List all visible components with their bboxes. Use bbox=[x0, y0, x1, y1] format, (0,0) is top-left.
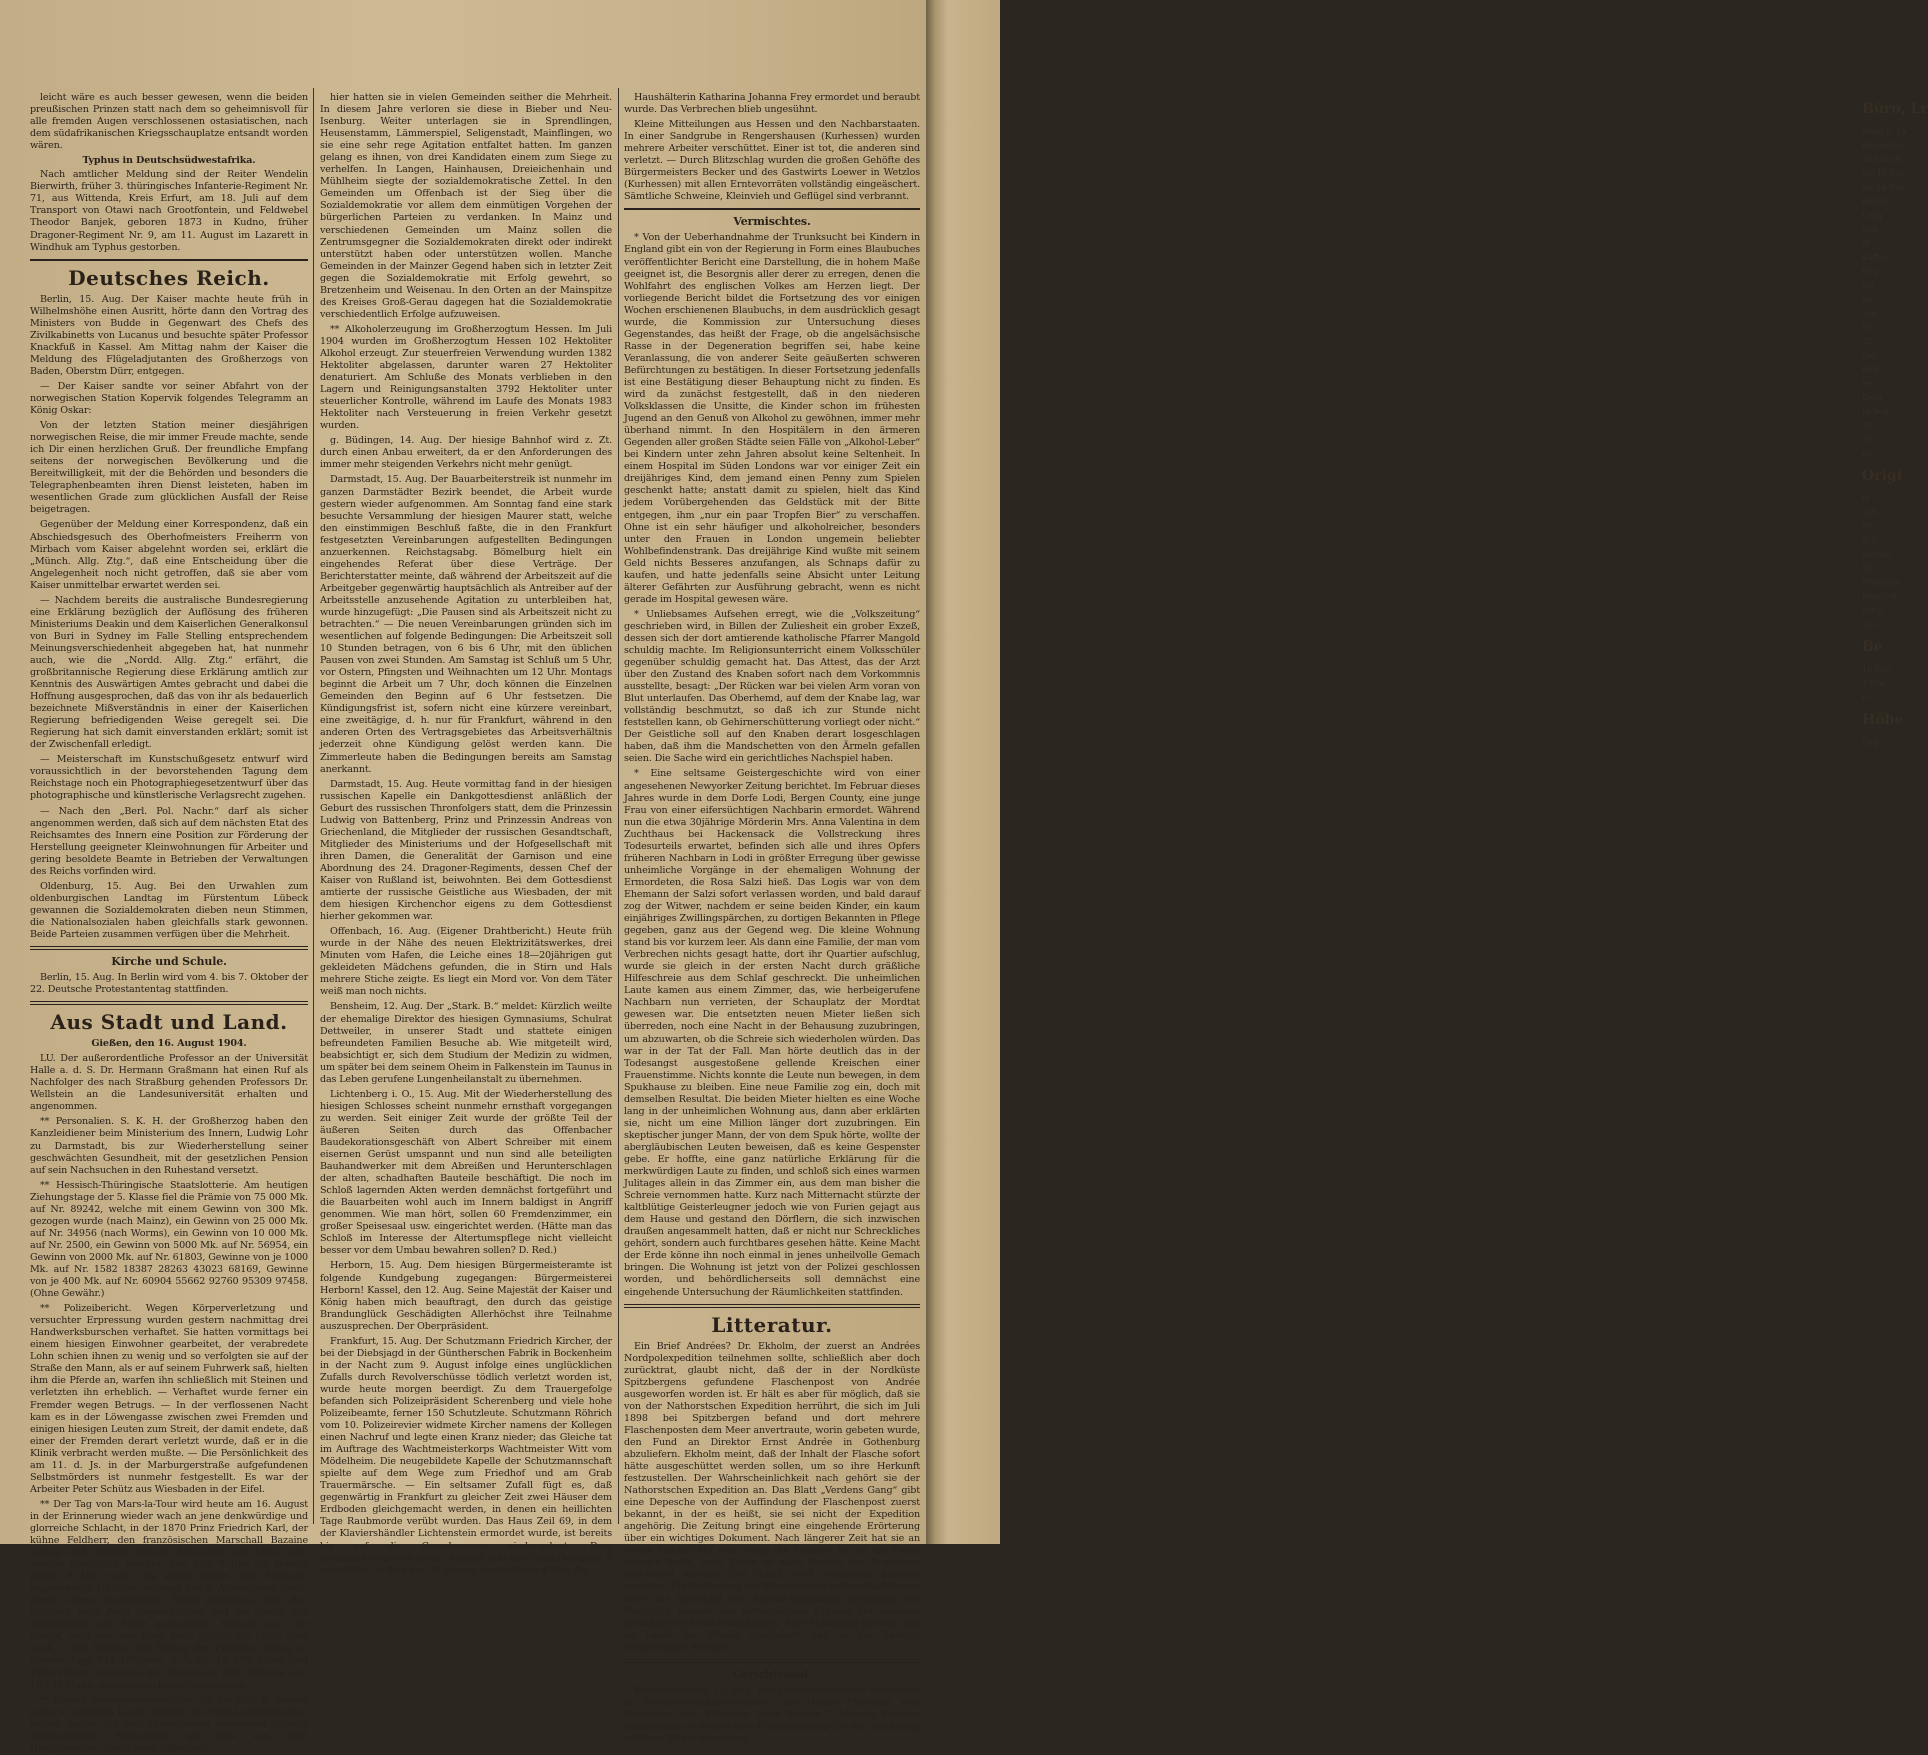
article-paragraph: * Eine seltsame Geistergeschichte wird von einer angesehenen Newyorker Zeitung berichtet. Im Februar dieses Jahres wurde in dem Dorfe Lodi, Bergen County, eine junge Frau von einer eifersüchtigen Nachbarin ermordet. Während nun die etwa 30jährige Mörderin Mrs. Anna Valentina in dem Zuchthaus bei Hackensack die Vollstreckung ihres Todesurteils erwartet, befinden sich alle und ihres Opfers früheren Nachbarn in Lodi in größter Erregung über gewisse unheimliche Vorgänge in der ehemaligen Wohnung der Ermordeten, die Rosa Salzi hieß. Das Logis war von dem Ehemann der Salzi sofort verlassen worden, und bald darauf zog der Witwer, nachdem er seine beiden Kinder, ein kaum einjähriges Zwillingspärchen, zu dortigen Bekannten in Pflege gegeben, ganz aus der Gegend weg. Die kleine Wohnung stand bis vor kurzem leer. Als dann eine Familie, der man vom Verbrechen nichts gesagt hatte, dort ihr Quartier aufschlug, wurde sie gleich in der ersten Nacht durch gräßliche Hilfeschreie aus dem Schlaf geschreckt. Die unheimlichen Laute kamen aus einem Zimmer, das, wie herbeigerufene Nachbarn nun verrieten, der Schauplatz der Mordtat gewesen war. Die entsetzten neuen Mieter ließen sich überreden, noch eine Nacht in der Behausung zuzubringen, um abzuwarten, ob die Schreie sich wiederholen würden. Das war in der Tat der Fall. Man hörte deutlich das in der Todesangst ausgestoßene gellende Kreischen einer Frauenstimme. Nichts konnte die Leute nun bewegen, in dem Spukhause zu bleiben. Eine neue Familie zog ein, doch mit demselben Resultat. Die beiden Mieter hielten es eine Woche lang in der unheimlichen Wohnung aus, dann aber erklärten sie, nicht um eine Million länger dort zuzubringen. Ein skeptischer junger Mann, der von dem Spuk hörte, wollte der abergläubischen Leuten beweisen, daß es keine Gespenster gebe. Er hoffte, eine ganz natürliche Erklärung für die merkwürdigen Laute zu finden, und schloß sich eines warmen Julitages allein in das Zimmer ein, aus dem man bisher die Schreie vernommen hatte. Kurz nach Mitternacht stürzte der kaltblütige Geisterleugner jedoch wie von Furien gejagt aus dem Hause und gestand den Dörflern, die sich inzwischen draußen angesammelt hatten, daß er nicht nur Schreckliches gehört, sondern auch furchtbares gesehen hätte. Keine Macht der Erde könne ihn noch einmal in jenes unheilvolle Gemach bringen. Die Wohnung ist jetzt von der Polizei geschlossen worden, und behördlicherseits soll demnächst eine eingehende Untersuchung der Räumlichkeiten stattfinden. bbox=[624, 768, 920, 1298]
article-paragraph: Berlin, 15. Aug. Der Kaiser machte heute früh in Wilhelmshöhe einen Ausritt, hörte dann den Vortrag des Ministers von Budde in Gegenwart des Chefs des Zivilkabinetts von Lucanus und besuchte später Professor Knackfuß in Kassel. Am Mittag nahm der Kaiser die Meldung des Flügeladjutanten des Großherzogs von Baden, Oberstm Dürr, entgegen. bbox=[30, 293, 308, 377]
side-fragment: Sch bbox=[1862, 536, 1878, 545]
article-typhus: Nach amtlicher Meldung sind der Reiter Wendelin Bierwirth, früher 3. thüringisches Infanterie-Regiment Nr. 71, aus Wittenda, Kreis Erfurt, am 18. Juli auf dem Transport von Otawi nach Grootfontein, und Feldwebel Theodor Banjek, geboren 1873 in Kudno, früher Dragoner-Regiment Nr. 9, am 11. August im Lazarett in Windhuk am Typhus gestorben. bbox=[30, 169, 308, 253]
article-paragraph: g. Büdingen, 14. Aug. Der hiesige Bahnhof wird z. Zt. durch einen Anbau erweitert, da er den Anforderungen des immer mehr steigenden Verkehrs nicht mehr genügt. bbox=[320, 435, 612, 471]
side-fragment: ha bbox=[1862, 295, 1872, 304]
side-fragment: kei bbox=[1862, 281, 1875, 290]
article-paragraph: Berlin, 15. Aug. In Berlin wird vom 4. bis 7. Oktober der 22. Deutsche Protestantentag stattfinden. bbox=[30, 972, 308, 996]
article-paragraph: Gegenüber der Meldung einer Korrespondenz, daß ein Abschiedsgesuch des Oberhofmeisters Freiherrn von Mirbach vom Kaiser abgelehnt worden sei, erklärt die „Münch. Allg. Ztg.“, daß eine Entscheidung über die Angelegenheit noch nicht getroffen, daß sie aber vom Kaiser unmittelbar erwartet werden sei. bbox=[30, 519, 308, 591]
divider bbox=[624, 208, 920, 210]
article-paragraph: — Der Kaiser sandte vor seiner Abfahrt von der norwegischen Station Kopervik folgendes Telegramm an König Oskar: bbox=[30, 380, 308, 417]
side-fragment: 80 bbox=[1862, 323, 1873, 332]
section-heading-kirche: Kirche und Schule. bbox=[111, 955, 227, 969]
side-fragment: Soziale bbox=[1862, 550, 1892, 559]
section-heading-litteratur: Litteratur. bbox=[711, 1312, 833, 1337]
side-fragment: Zus bbox=[1862, 620, 1877, 629]
article-paragraph: — Nachdem bereits die australische Bundesregierung eine Erklärung bezüglich der Auflösung des früheren Ministeriums Deakin und dem Kaiserlichen Generalkonsul von Buri in Sydney im Falle Stelling entsprechendem Meinungsverschiedenheit abgegeben hat, hat nunmehr auch, wie die „Nordd. Allg. Ztg.“ erfährt, die großbritannische Regierung diese Erklärung amtlich zur Kenntnis des Auswärtigen Amtes gebracht und dabei die Hoffnung ausgesprochen, daß das von ihr als bedauerlich bezeichnete Mißverständnis in einer der Kaiserlichen Regierung befriedigenden Weise geregelt sei. Die Regierung hat sich damit einverstanden erklärt; somit ist der Zwischenfall erledigt. bbox=[30, 594, 308, 751]
article-paragraph: ** Polizeibericht. Wegen Körperverletzung und versuchter Erpressung wurden gestern nachmittag drei Handwerksburschen verhaftet. Sie hatten vormittags bei einem hiesigen Einwohner gearbeitet, der verabredete Lohn schien ihnen zu wenig und so verfolgten sie auf der Straße den Mann, als er auf seinem Fuhrwerk saß, hielten ihm die Pferde an, warfen ihn schließlich mit Steinen und verletzten ihn erheblich. — Verhaftet wurde ferner ein Fremder wegen Betrugs. — In der verflossenen Nacht kam es in der Löwengasse zwischen zwei Fremden und einigen hiesigen Leuten zum Streit, der damit endete, daß einer der Fremden derart verletzt wurde, daß er in die Klinik verbracht werden mußte. — Die Persönlichkeit des am 11. d. Js. in der Marburgerstraße aufgefundenen Selbstmörders ist nunmehr festgestellt. Es war der Arbeiter Peter Schütz aus Wiesbaden in der Eifel. bbox=[30, 1303, 308, 1495]
side-fragment: In Sch bbox=[1862, 407, 1888, 416]
side-fragment: mit 2 bbox=[1862, 606, 1883, 615]
side-fragment: Büro, Lr bbox=[1862, 101, 1928, 117]
column-2 bbox=[320, 92, 612, 1576]
article-paragraph: * Unliebsames Aufsehen erregt, wie die „Volkszeitung“ geschrieben wird, in Billen der Zuliesheit ein grober Exzeß, dessen sich der dort amtierende katholische Pfarrer Mangold schuldig machte. Im Religionsunterricht einem Volksschüler gegenüber schuldig gemacht hat. Das Attest, das der Arzt über den Zustand des Knaben sofort nach dem Vorkommnis ausstellte, besagt: „Der Rücken war bei vielen Arm voran von Blut unterlaufen. Das Oberhemd, auf dem der Knabe lag, war vollständig beschmutzt, so daß ich zur Stunde nicht feststellen kann, ob Gehirnerschütterung vorliegt oder nicht.“ Der Geistliche soll auf den Knaben derart losgeschlagen haben, daß ihm die Mandschetten von den Ärmeln gefallen seien. Die Sache wird ein gerichtliches Nachspiel haben. bbox=[624, 608, 920, 765]
side-fragment: M bbox=[1862, 239, 1871, 248]
article-paragraph: Wilhelmshaven, 15. Aug. Das Oberkriegsgericht verurteilte im Wiederaufnahmeverfahren den Heizer Fleischer vom Meinsiche tret. Fleischer hatte bereits 7 Monate Festung abgesessen; er erhielt eine Entschädigung für die unschuldig erlittene Strafe zuerkannt. bbox=[624, 1684, 920, 1744]
side-fragment: Fr bbox=[1862, 522, 1872, 531]
side-fragment: Nr. 15 Uhr bbox=[1862, 169, 1906, 178]
section-heading-gerichtssaal: Gerichtssaal. bbox=[732, 1667, 812, 1681]
side-fragment: 10 Uhr bbox=[1862, 665, 1891, 674]
article-paragraph: ** Personalien. S. K. H. der Großherzog haben den Kanzleidiener beim Ministerium des Innern, Ludwig Lohr zu Darmstadt, bis zur Wiederherstellung seiner geschwächten Gesundheit, mit der gesetzlichen Pension auf sein Nachsuchen in den Ruhestand versetzt. bbox=[30, 1116, 308, 1176]
side-fragment: Mi bbox=[1862, 421, 1873, 430]
side-fragment: Friedhof bbox=[1862, 592, 1897, 601]
side-fragment: Kaffee bbox=[1862, 253, 1888, 262]
side-fragment: Eng bbox=[1862, 267, 1879, 276]
article-paragraph: hier hatten sie in vielen Gemeinden seither die Mehrheit. In diesem Jahre verloren sie diese in Bieber und Neu-Isenburg. Weiter unterlagen sie in Sprendlingen, Heusenstamm, Lämmerspiel, Seligenstadt, Mainflingen, wo sie eine sehr rege Agitation entfaltet hatten. Im ganzen gelang es ihnen, von drei Kandidaten einem zum Siege zu verhelfen. In Langen, Hainhausen, Dreieichenhain und Mühlheim siegte der sozialdemokratische Zettel. In den Gemeinden um Offenbach ist der Sieg über die Sozialdemokratie vor allem dem einmütigen Vorgehen der bürgerlichen Parteien zu verdanken. In Mainz und verschiedenen Gemeinden um Mainz sollen die Zentrumsgegner die Sozialdemokraten direkt oder indirekt unterstützt haben oder unterstützen wollen. Manche Gemeinden in der Mainzer Gegend haben sich in letzter Zeit gegen die Sozialdemokratie mit Erfolg gewehrt, so Bretzenheim und Weisenau. In den Orten an der Mainspitze des Kreises Groß-Gerau dagegen hat die Sozialdemokratie verschiedentlich Erfolge aufzuweisen. bbox=[320, 92, 612, 320]
side-fragment: Sch bbox=[1862, 508, 1878, 517]
side-fragment: Geb bbox=[1862, 225, 1879, 234]
side-fragment: Friedrich bbox=[1862, 578, 1900, 587]
article-paragraph: ** Alkoholerzeugung im Großherzogtum Hessen. Im Juli 1904 wurden im Großherzogtum Hessen 102 Hektoliter Alkohol erzeugt. Zur steuerfreien Verwendung wurden 1382 Hektoliter abgelassen, darunter waren 27 Hektoliter denaturiert. Am Schluße des Monats verblieben in den Lagern und Reinigungsanstalten 3792 Hektoliter unter steuerlicher Kontrolle, während im Laufe des Monats 1983 Hektoliter nach Versteuerung in freien Verkehr gesetzt wurden. bbox=[320, 323, 612, 432]
side-fragment: Mi bbox=[1862, 564, 1873, 573]
side-fragment: Origi bbox=[1862, 468, 1902, 484]
dateline: Gießen, den 16. August 1904. bbox=[91, 1038, 247, 1050]
side-fragment: Reinke bbox=[1862, 197, 1891, 206]
column-3 bbox=[624, 92, 920, 1744]
adjacent-page-column bbox=[1862, 92, 1928, 1522]
article-continuation: Haushälterin Katharina Johanna Frey ermordet und beraubt wurde. Das Verbrechen blieb ungesühnt. bbox=[624, 92, 920, 116]
article-paragraph: Kleine Mitteilungen aus Hessen und den Nachbarstaaten. In einer Sandgrube in Rengershausen (Kurhessen) wurden mehrere Arbeiter verschüttet. Einer ist tot, die anderen sind verletzt. — Durch Blitzschlag wurden die großen Gehöfte des Bürgermeisters Becker und des Gastwirts Loewer in Wetzlos (Kurhessen) mit allen Erntevorräten vollständig eingeäschert. Sämtliche Schweine, Kleinvieh und Geflügel sind verbrannt. bbox=[624, 119, 920, 203]
side-fragment: Besonders bbox=[1862, 141, 1905, 150]
article-paragraph: — Nach den „Berl. Pol. Nachr.“ darf als sicher angenommen werden, daß sich auf dem nächsten Etat des Reichsamtes des Innern eine Position zur Förderung der Herstellung geeigneter Kleinwohnungen für Arbeiter und gering besoldete Beamte in Betrieben der Verwaltungen des Reichs vorfinden wird. bbox=[30, 805, 308, 877]
side-fragment: Bern bbox=[1862, 393, 1882, 402]
side-fragment: Belt bbox=[1862, 365, 1879, 374]
side-fragment: Ir bbox=[1862, 693, 1869, 702]
article-paragraph: Offenbach, 16. Aug. (Eigener Drahtbericht.) Heute früh wurde in der Nähe des neuen Elektrizitätswerkes, drei Minuten vom Hafen, die Leiche eines 18—20jährigen gut gekleideten Mädchens gefunden, die in Stirn und Hals mehrere Stiche zeigte. Es liegt ein Mord vor. Von dem Täter weiß man noch nichts. bbox=[320, 926, 612, 998]
column-1 bbox=[30, 92, 308, 1754]
side-fragment: Str bbox=[1862, 435, 1875, 444]
article-paragraph: Darmstadt, 15. Aug. Heute vormittag fand in der hiesigen russischen Kapelle ein Dankgottesdienst anläßlich der Geburt des russischen Thronfolgers statt, dem die Prinzessin Ludwig von Battenberg, Prinz und Prinzessin Andreas von Griechenland, die Mitglieder der russischen Gesandtschaft, Mitglieder des Ministeriums und der Hofgesellschaft mit ihren Damen, die Generalität der Garnison und eine Abordnung des 24. Dragoner-Regiments, dessen Chef der Kaiser von Rußland ist, beiwohnten. Bei dem Gottesdienst amtierte der russische Geistliche aus Wiesbaden, der mit dem hiesigen Kirchenchor eigens zu dem Gottesdienst hierher gekommen war. bbox=[320, 778, 612, 923]
article-paragraph: — Meisterschaft im Kunstschußgesetz entwurf wird voraussichtlich in der bevorstehenden Tagung dem Reichstage noch ein Photographiegesetzentwurf über das photographische und künstlerische Verlagsrecht zugehen. bbox=[30, 754, 308, 802]
article-continuation: leicht wäre es auch besser gewesen, wenn die beiden preußischen Prinzen statt nach dem so geheimnisvoll für alle fremden Augen verschlossenen ostasiatischen, nach dem südafrikanischen Kriegsschauplatze entsandt worden wären. bbox=[30, 92, 308, 152]
divider bbox=[30, 946, 308, 950]
article-paragraph: ** Der Tag von Mars-la-Tour wird heute am 16. August in der Erinnerung wieder wach an jene denkwürdige und glorreiche Schlacht, in der 1870 Prinz Friedrich Karl, der kühne Feldherr, den französischen Marschall Bazaine schlug und dadurch dessen Abmarsch von Metz nach Verdun unmöglich machte. Von früh 7 Uhr bis abends gegen 8 Uhr hatte das kleine durch viele Märsche angestrengte Häuflein, anfangs das 3. Armeekorps allein, gegen einen überlegenen Feind gestritten, ihm den Rückzug nach Paris abgeschnitten und ihn später zur Kapitulation von Metz gezwungen. Schwer war der Kampf, groß war der Sieg, noch größer die Ehre, aber auch — der Verlust. Der Verlust der Preußen betrug an diesem Tage 711 Offiziere, 9 Ärzte, 15 079 Mann und 2736 Pferde, derjenige der Franzosen 879 Offiziere und 16 128 Mann, einschließlich der Gefangenen. bbox=[30, 1498, 308, 1691]
divider bbox=[624, 1659, 920, 1663]
article-paragraph: ** Hessisch-Thüringische Staatslotterie. Am heutigen Ziehungstage der 5. Klasse fiel die Prämie von 75 000 Mk. auf Nr. 89242, welche mit einem Gewinn von 300 Mk. gezogen wurde (nach Mainz), ein Gewinn von 25 000 Mk. auf Nr. 34956 (nach Worms), ein Gewinn von 10 000 Mk. auf Nr. 2500, ein Gewinn von 5000 Mk. auf Nr. 56954, ein Gewinn von 2000 Mk. auf Nr. 61803, Gewinne von je 1000 Mk. auf Nr. 1582 18387 28263 43023 68169, Gewinne von je 400 Mk. auf Nr. 60904 55662 92760 95309 97458. (Ohne Gewähr.) bbox=[30, 1179, 308, 1300]
side-fragment: fr bbox=[1862, 494, 1869, 503]
article-paragraph: * Von der Ueberhandnahme der Trunksucht bei Kindern in England gibt ein von der Regierung in Form eines Blaubuches veröffentlichter Bericht eine Darstellung, die in hohem Maße geeignet ist, die Besorgnis aller derer zu erregen, denen die Wohlfahrt des englischen Volkes am Herzen liegt. Der vorliegende Bericht bildet die Fortsetzung des vor einigen Wochen erschienenen Blaubuchs, in dem ausdrücklich gesagt wurde, die Kommission zur Untersuchung dieses Gegenstandes, das heißt der Frage, ob die angelsächsische Rasse in der Degeneration begriffen sei, habe keine Veranlassung, die von anderer Seite geäußerten schweren Befürchtungen zu bestätigen. In dieser Fortsetzung jedenfalls ist eine Bestätigung dieser Behauptung nicht zu finden. Es wird da zunächst festgestellt, daß in den niederen Volksklassen die Unsitte, die Kinder schon im frühesten Jugend an den Genuß von Alkohol zu gewöhnen, immer mehr überhand nimmt. In den Hospitälern in den ärmeren Gegenden aller großen Städte seien Fälle von „Alkohol-Leber“ bei Kindern unter zehn Jahren absolut keine Seltenheit. In einem Hospital im Süden Londons war vor einiger Zeit ein dreijähriges Kind, dem jemand einen Penny zum Spielen geschenkt hatte; anstatt damit zu spielen, hielt das Kind jedem Vorübergehenden das Geldstück mit der Bitte entgegen, ihm „nur ein paar Tropfen Bier“ zu verschaffen. Ohne ist ein sehr häufiger und alkoholreicher, besonders unter den Frauen in London ungemein beliebter Wohlbefindenstrank. Das dreijährige Kind wußte mit seinem Geld nichts Besseres anzufangen, als Schnaps dafür zu kaufen, und hatte jedenfalls seine Absicht unter Leitung älterer Gefährten zur Ausführung gebracht, wenn es nicht gerade im Hospital gewesen wäre. bbox=[624, 232, 920, 605]
article-paragraph: Herborn, 15. Aug. Dem hiesigen Bürgermeisteramte ist folgende Kundgebung zugegangen: Bürgermeisterei Herborn! Kassel, den 12. Aug. Seine Majestät der Kaiser und König haben mich beauftragt, den durch das geistige Brandunglück Geschädigten Allerhöchst ihre Teilnahme auszusprechen. Der Oberpräsident. bbox=[320, 1260, 612, 1332]
article-paragraph: Oldenburg, 15. Aug. Bei den Urwahlen zum oldenburgischen Landtag im Fürstentum Lübeck gewannen die Sozialdemokraten dieben neun Stimmen, die Nationalsozialen haben gleichfalls stark gewonnen. Beide Parteien zusammen verfügen über die Mehrheit. bbox=[30, 880, 308, 940]
page-fold-edge bbox=[926, 0, 1928, 1544]
divider bbox=[30, 259, 308, 261]
side-fragment: bei bbox=[1862, 379, 1875, 388]
section-heading-stadt: Aus Stadt und Land. bbox=[50, 1010, 288, 1035]
article-paragraph: Bensheim, 12. Aug. Der „Stark. B.“ meldet: Kürzlich weilte der ehemalige Direktor des hiesigen Gymnasiums, Schulrat Dettweiler, in unserer Stadt und stattete einigen befreundeten Familien Besuche ab. Wie mitgeteilt wird, beabsichtigt er, sich dem Studium der Medizin zu widmen, um später bei dem seinem Oheim in Falkenstein im Taunus in das Leben gerufene Lungenheilanstalt zu übernehmen. bbox=[320, 1001, 612, 1085]
side-fragment: Eng bbox=[1862, 738, 1879, 747]
side-fragment: ab bbox=[1862, 449, 1872, 458]
column-rule bbox=[313, 88, 314, 1524]
side-fragment: bis 14 Uhr bbox=[1862, 183, 1905, 192]
side-fragment: 7 Uhr bbox=[1862, 679, 1886, 688]
side-fragment: Höbe bbox=[1862, 712, 1904, 728]
article-paragraph: Ein Brief Andrées? Dr. Ekholm, der zuerst an Andrées Nordpolexpedition teilnehmen sollte, schließlich aber doch zurücktrat, glaubt nicht, daß der in der Nordküste Spitzbergens gefundene Flaschenpost von Andrée ausgeworfen worden ist. Er hält es aber für möglich, daß sie von der Nathorstschen Expedition herrührt, die sich im Juli 1898 bei Spitzbergen befand und dort mehrere Flaschenposten dem Meer anvertraute, worin gebeten wurde, den Fund an Direktor Ernst Andrée in Gothenburg abzuliefern. Ekholm meint, daß der Inhalt der Flasche sofort hätte ausgeschüttet werden sollen, um so ihre Herkunft festzustellen. Der Wahrscheinlichkeit nach gehört sie der Nathorstschen Expedition an. Das Blatt „Verdens Gang“ gibt eine Depesche von der Auffindung der Flaschenpost zuerst bekannt, in der es heißt, sie sei nicht der Expedition angehörig. Die Zeitung bringt eine eingehende Erörterung über ein wichtiges Dokument. Nach längerer Zeit hat sie an einem Fischer auf dem Wege die Flasche, in der ein Zettel gelegen hatte, fand. Diese ist nach Andrée der Regierung überliefert worden. Der Inhalt wird demnächst bekannt gegeben. Die Auffindung der Flaschenpost soll zur Aufklärung über das Schicksal der Andrée-Expedition beitragen. Die Nachricht stammt aus norwegischen Kreisen. Ihr weiteres Schicksal wird uns beschäftigen. Eine Mitteilung darüber soll im Laufe der Woche erscheinen und in der Zeitung veröffentlicht werden. bbox=[624, 1340, 920, 1653]
article-paragraph: Darmstadt, 15. Aug. Der Bauarbeiterstreik ist nunmehr im ganzen Darmstädter Bezirk beendet, die Arbeit wurde gestern wieder aufgenommen. Am Sonntag fand eine stark besuchte Versammlung der hiesigen Maurer statt, welche den einstimmigen Beschluß faßte, die in den Frankfurt festgesetzten Vereinbarungen aufgestellten Bedingungen anzuerkennen. Reichstagsabg. Bömelburg hielt ein eingehendes Referat über diese Verträge. Der Berichterstatter meinte, daß während der Arbeitszeit auf die Arbeitgeber gegenwärtig hauptsächlich als Antreiber auf der Arbeitsstelle anzusehende Agitation zu unterbleiben hat, wurde hinzugefügt: „Die Pausen sind als Arbeitszeit nicht zu betrachten.“ — Die neuen Vereinbarungen gründen sich im wesentlichen auf folgende Bedingungen: Die Arbeitszeit soll 10 Stunden betragen, von 6 bis 6 Uhr, mit den üblichen Pausen von zwei Stunden. Am Samstag ist Schluß um 5 Uhr, vor Ostern, Pfingsten und Weihnachten um 12 Uhr. Montags beginnt die Arbeit um 7 Uhr, doch können die Einzelnen Gemeinden den Beginn auf 6 Uhr festsetzen. Die Kündigungsfrist ist, sofern nicht eine kürzere vereinbart, eine zweitägige, d. h. nur für Frankfurt, während in den anderen Orten des Vertragsgebietes das Arbeitsverhältnis jederzeit ohne Kündigung gelöst werden kann. Die Zimmerleute haben die Bedingungen bereits am Samstag anerkannt. bbox=[320, 474, 612, 775]
column-rule bbox=[618, 88, 619, 1524]
article-paragraph: Von der letzten Station meiner diesjährigen norwegischen Reise, die mir immer Freude machte, sende ich Dir einen herzlichen Gruß. Der freundliche Empfang seitens der norwegischen Bevölkerung und die Bereitwilligkeit, mit der die Behörden und besonders die Telegraphenbeamten ihren Dienst leisteten, haben im wesentlichen Grade zum glücklichen Ausfall der Reise beigetragen. bbox=[30, 420, 308, 516]
side-fragment: 22 bbox=[1862, 337, 1873, 346]
side-fragment: Stadt u. La bbox=[1862, 127, 1907, 136]
divider bbox=[30, 1001, 308, 1005]
section-heading-reich: Deutsches Reich. bbox=[68, 265, 270, 290]
article-paragraph: LU. Der außerordentliche Professor an der Universität Halle a. d. S. Dr. Hermann Graßmann hat einen Ruf als Nachfolger des nach Straßburg gehenden Professors Dr. Wellstein an die Landesuniversität erhalten und angenommen. bbox=[30, 1053, 308, 1113]
side-fragment: Gar bbox=[1862, 351, 1877, 360]
section-subheading-typhus: Typhus in Deutschsüdwestafrika. bbox=[82, 155, 256, 167]
side-fragment: und Dram bbox=[1862, 155, 1903, 164]
article-paragraph: ** Beiden Gemeinderatswahlen, die bis jetzt in diesem Jahre in unserem Lande südlich des Mains stattgefunden haben, haben die Sozialdemokraten bedeutend günstig abgeschnitten. Namentlich gilt dies von ihrer Hauptdomäne, dem Kreise Offenbach, bbox=[30, 1694, 308, 1754]
side-fragment: Sch bbox=[1862, 309, 1878, 318]
article-paragraph: Frankfurt, 15. Aug. Der Schutzmann Friedrich Kircher, der bei der Diebsjagd in der Güntherschen Fabrik in Bockenheim in der Nacht zum 9. August infolge eines unglücklichen Zufalls durch Revolverschüsse tödlich verletzt worden ist, wurde heute morgen beerdigt. Zu dem Trauergefolge befanden sich Polizeipräsident Scherenberg und viele hohe Polizeibeamte, ferner 150 Schutzleute. Schutzmann Röhrich vom 10. Polizeirevier widmete Kircher namens der Kollegen einen Nachruf und legte einen Kranz nieder; das Gleiche tat im Auftrage des Wachtmeisterkorps Wachtmeister Witt vom Mödelheim. Die neugebildete Kapelle der Schutzmannschaft spielte auf dem Wege zum Friedhof und am Grab Trauermärsche. — Ein seltsamer Zufall fügt es, daß gegenwärtig in Frankfurt zu gleicher Zeit zwei Häuser dem Erdboden gleichgemacht werden, in denen ein heillichten Tage Raubmorde verübt wurden. Das Haus Zeil 69, in dem der Klaviershändler Lichtenstein ermordet wurde, ist bereits bis auf die Grundmauern niedergelegt. Dem Straßendurchbruch in der Altstadt fällt das Haus Domplatz 7 zum Opfer, in dem vor 30 Jahren, nachmittags 4 Uhr, die bbox=[320, 1335, 612, 1576]
divider bbox=[624, 1304, 920, 1308]
side-fragment: Lang bbox=[1862, 211, 1883, 220]
article-paragraph: Lichtenberg i. O., 15. Aug. Mit der Wiederherstellung des hiesigen Schlosses scheint nunmehr ernsthaft vorgegangen zu werden. Seit einiger Zeit wurde der größte Teil der äußeren Seiten durch das Offenbacher Baudekorationsgeschäft von Albert Schreiber mit einem eisernen Gerüst umspannt und nun sind alle beteiligten Bauhandwerker mit dem Abreißen und Herunterschlagen der alten, schadhaften Bauteile beschäftigt. Die noch im Schloß lagernden Akten werden demnächst fortgeführt und die Bauarbeiten wohl auch im Innern baldigst in Angriff genommen. Wie man hört, sollen 60 Fremdenzimmer, ein großer Speisesaal usw. eingerichtet werden. (Hätte man das Schloß im Interesse der Altertumspflege nicht vielleicht besser vor dem Umbau bewahren sollen? D. Red.) bbox=[320, 1088, 612, 1257]
section-heading-vermischtes: Vermischtes. bbox=[733, 215, 811, 229]
side-fragment: Be bbox=[1862, 639, 1883, 655]
